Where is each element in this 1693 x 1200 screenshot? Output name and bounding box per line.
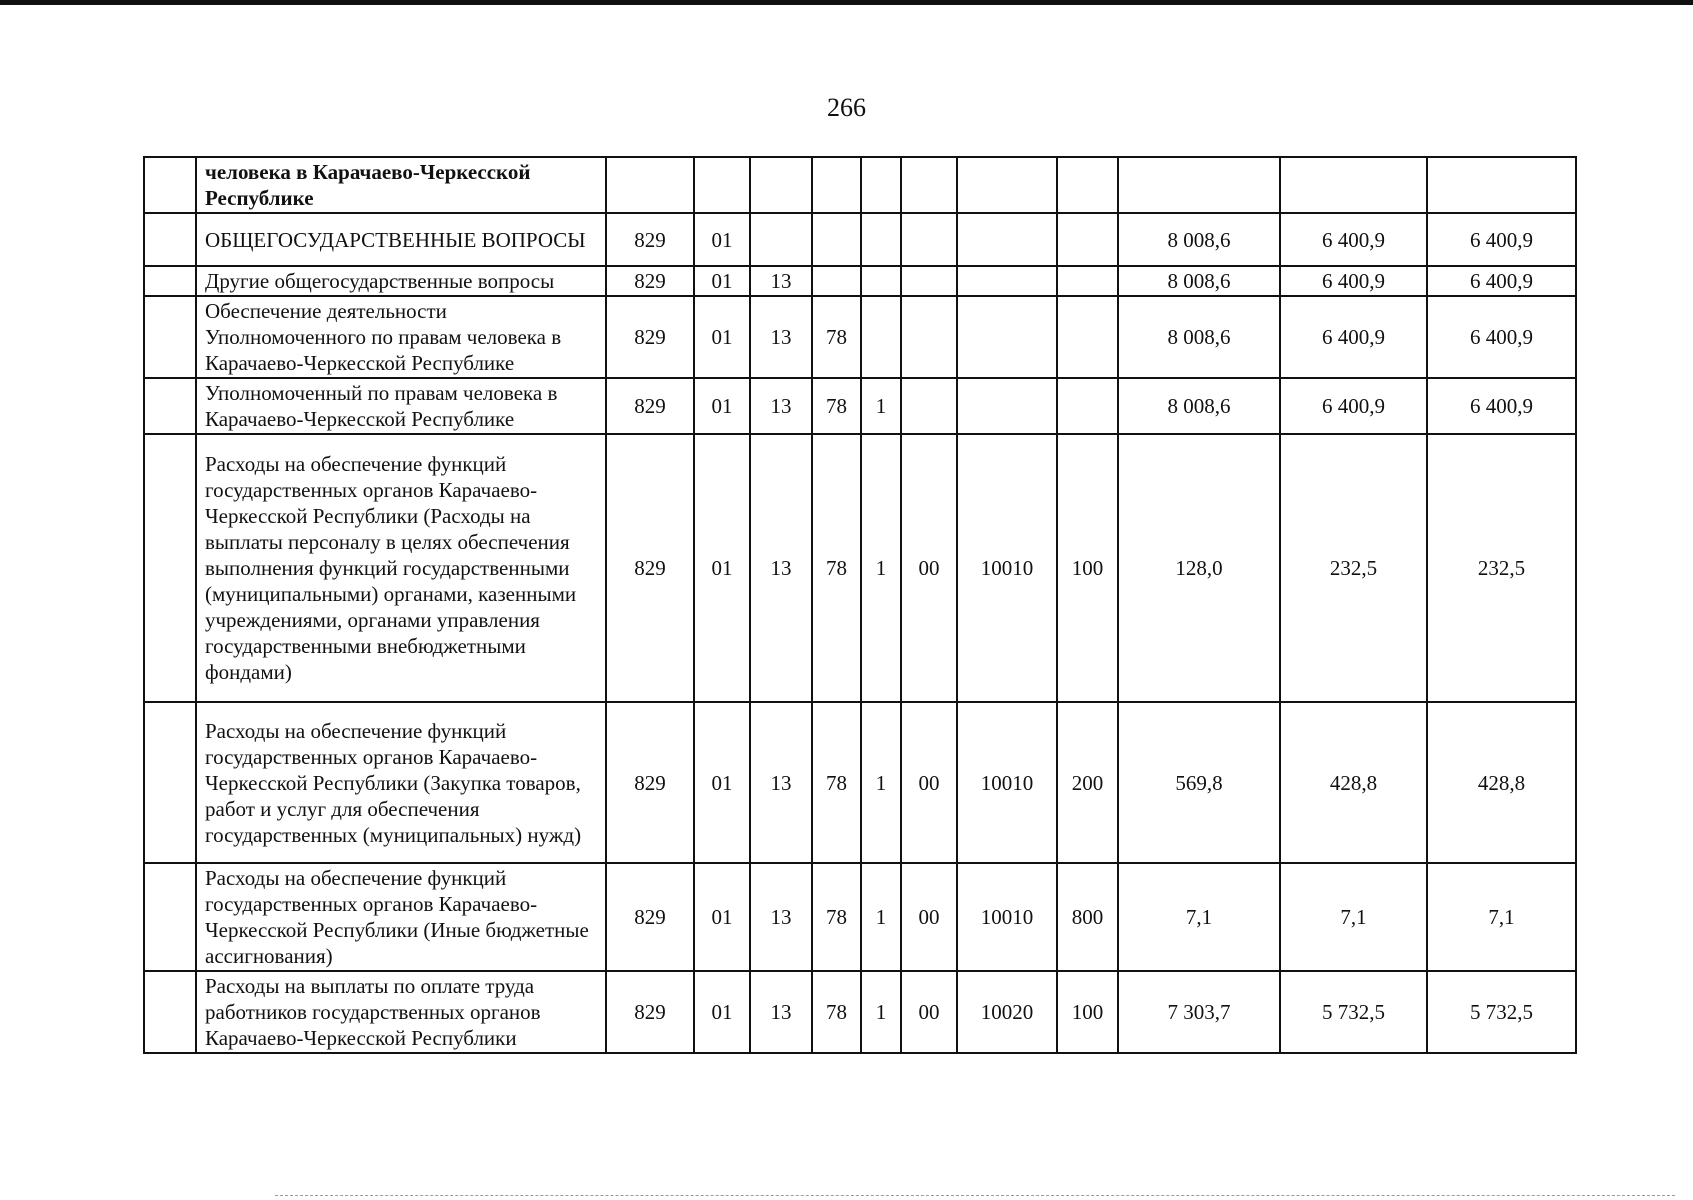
section-cell: 01	[694, 434, 750, 702]
expense-type-cell: 100	[1057, 971, 1118, 1053]
amount-2-cell: 6 400,9	[1280, 213, 1427, 266]
amount-1-cell: 8 008,6	[1118, 266, 1280, 296]
table-row	[144, 863, 1576, 971]
row-name-cell: Расходы на обеспечение функций государственных органов Карачаево-Черкесской Республики (Иные бюджетные ассигнования)	[196, 863, 606, 971]
program-cell: 78	[812, 434, 861, 702]
direction-cell	[901, 296, 957, 378]
amount-3-cell	[1427, 157, 1576, 213]
row-index-cell	[144, 378, 196, 434]
program-cell: 78	[812, 971, 861, 1053]
row-name-cell: Другие общегосударственные вопросы	[196, 266, 606, 296]
budget-table	[143, 156, 1577, 1054]
subprogram-cell: 1	[861, 434, 901, 702]
expense-type-cell	[1057, 266, 1118, 296]
expense-type-cell	[1057, 296, 1118, 378]
amount-1-cell: 8 008,6	[1118, 378, 1280, 434]
admin-code-cell: 829	[606, 266, 694, 296]
row-name-cell: ОБЩЕГОСУДАРСТВЕННЫЕ ВОПРОСЫ	[196, 213, 606, 266]
program-cell: 78	[812, 702, 861, 863]
section-cell: 01	[694, 266, 750, 296]
row-index-cell	[144, 971, 196, 1053]
program-cell	[812, 266, 861, 296]
amount-3-cell: 6 400,9	[1427, 213, 1576, 266]
program-cell	[812, 213, 861, 266]
row-index-cell	[144, 434, 196, 702]
row-index-cell	[144, 266, 196, 296]
direction-cell: 00	[901, 863, 957, 971]
amount-3-cell: 428,8	[1427, 702, 1576, 863]
row-name-cell: Расходы на выплаты по оплате труда работников государственных органов Карачаево-Черкесской Республики	[196, 971, 606, 1053]
section-cell: 01	[694, 296, 750, 378]
table-row	[144, 266, 1576, 296]
amount-1-cell: 128,0	[1118, 434, 1280, 702]
amount-3-cell: 6 400,9	[1427, 296, 1576, 378]
table-row	[144, 213, 1576, 266]
expense-type-cell: 800	[1057, 863, 1118, 971]
amount-3-cell: 5 732,5	[1427, 971, 1576, 1053]
admin-code-cell: 829	[606, 702, 694, 863]
subprogram-cell	[861, 296, 901, 378]
amount-1-cell: 8 008,6	[1118, 213, 1280, 266]
admin-code-cell: 829	[606, 434, 694, 702]
subprogram-cell: 1	[861, 863, 901, 971]
program-cell	[812, 157, 861, 213]
table-row	[144, 296, 1576, 378]
amount-2-cell	[1280, 157, 1427, 213]
admin-code-cell: 829	[606, 863, 694, 971]
section-cell	[694, 157, 750, 213]
amount-3-cell: 7,1	[1427, 863, 1576, 971]
expense-code-cell: 10010	[957, 863, 1057, 971]
expense-code-cell	[957, 157, 1057, 213]
subsection-cell	[750, 213, 812, 266]
amount-2-cell: 7,1	[1280, 863, 1427, 971]
expense-type-cell: 100	[1057, 434, 1118, 702]
amount-3-cell: 232,5	[1427, 434, 1576, 702]
direction-cell	[901, 266, 957, 296]
row-name-cell: Расходы на обеспечение функций государственных органов Карачаево-Черкесской Республики (Закупка товаров, работ и услуг для обеспечения государственных (муниципальных) нужд)	[196, 702, 606, 863]
amount-2-cell: 428,8	[1280, 702, 1427, 863]
expense-code-cell: 10010	[957, 434, 1057, 702]
table-row	[144, 971, 1576, 1053]
amount-3-cell: 6 400,9	[1427, 378, 1576, 434]
section-cell: 01	[694, 971, 750, 1053]
subsection-cell: 13	[750, 266, 812, 296]
subprogram-cell: 1	[861, 378, 901, 434]
table-row	[144, 378, 1576, 434]
expense-type-cell	[1057, 378, 1118, 434]
subprogram-cell: 1	[861, 702, 901, 863]
section-cell: 01	[694, 213, 750, 266]
admin-code-cell: 829	[606, 213, 694, 266]
amount-1-cell	[1118, 157, 1280, 213]
row-index-cell	[144, 213, 196, 266]
expense-code-cell: 10010	[957, 702, 1057, 863]
table-row	[144, 702, 1576, 863]
admin-code-cell: 829	[606, 971, 694, 1053]
direction-cell: 00	[901, 702, 957, 863]
direction-cell	[901, 378, 957, 434]
amount-3-cell: 6 400,9	[1427, 266, 1576, 296]
row-name-cell: Обеспечение деятельности Уполномоченного по правам человека в Карачаево-Черкесской Республике	[196, 296, 606, 378]
expense-type-cell: 200	[1057, 702, 1118, 863]
expense-code-cell	[957, 296, 1057, 378]
amount-1-cell: 7 303,7	[1118, 971, 1280, 1053]
amount-2-cell: 6 400,9	[1280, 266, 1427, 296]
subsection-cell: 13	[750, 296, 812, 378]
expense-code-cell	[957, 378, 1057, 434]
row-index-cell	[144, 702, 196, 863]
row-index-cell	[144, 863, 196, 971]
subsection-cell: 13	[750, 863, 812, 971]
amount-2-cell: 5 732,5	[1280, 971, 1427, 1053]
subsection-cell: 13	[750, 702, 812, 863]
program-cell: 78	[812, 378, 861, 434]
subprogram-cell	[861, 213, 901, 266]
expense-code-cell	[957, 213, 1057, 266]
subsection-cell	[750, 157, 812, 213]
page-number: 266	[827, 93, 866, 122]
subprogram-cell	[861, 157, 901, 213]
subsection-cell: 13	[750, 434, 812, 702]
subsection-cell: 13	[750, 971, 812, 1053]
row-name-cell: человека в Карачаево-Черкесской Республике	[196, 157, 606, 213]
amount-2-cell: 6 400,9	[1280, 378, 1427, 434]
program-cell: 78	[812, 296, 861, 378]
direction-cell: 00	[901, 434, 957, 702]
direction-cell: 00	[901, 971, 957, 1053]
section-cell: 01	[694, 863, 750, 971]
admin-code-cell: 829	[606, 378, 694, 434]
amount-1-cell: 7,1	[1118, 863, 1280, 971]
amount-2-cell: 6 400,9	[1280, 296, 1427, 378]
expense-code-cell	[957, 266, 1057, 296]
admin-code-cell	[606, 157, 694, 213]
bottom-scan-border	[275, 1195, 1675, 1196]
expense-type-cell	[1057, 157, 1118, 213]
section-cell: 01	[694, 378, 750, 434]
row-index-cell	[144, 157, 196, 213]
amount-2-cell: 232,5	[1280, 434, 1427, 702]
top-scan-border	[0, 0, 1693, 5]
direction-cell	[901, 213, 957, 266]
section-cell: 01	[694, 702, 750, 863]
direction-cell	[901, 157, 957, 213]
subprogram-cell	[861, 266, 901, 296]
program-cell: 78	[812, 863, 861, 971]
expense-type-cell	[1057, 213, 1118, 266]
amount-1-cell: 8 008,6	[1118, 296, 1280, 378]
admin-code-cell: 829	[606, 296, 694, 378]
expense-code-cell: 10020	[957, 971, 1057, 1053]
table-row	[144, 434, 1576, 702]
row-name-cell: Расходы на обеспечение функций государственных органов Карачаево-Черкесской Республики (Расходы на выплаты персоналу в целях обеспечения выполнения функций государственными (муниципальными) органами, казенными учреждениями, органами управления государственными внебюджетными фондами)	[196, 434, 606, 702]
table-row	[144, 157, 1576, 213]
subsection-cell: 13	[750, 378, 812, 434]
row-index-cell	[144, 296, 196, 378]
subprogram-cell: 1	[861, 971, 901, 1053]
row-name-cell: Уполномоченный по правам человека в Карачаево-Черкесской Республике	[196, 378, 606, 434]
amount-1-cell: 569,8	[1118, 702, 1280, 863]
table-body	[144, 157, 1576, 1053]
